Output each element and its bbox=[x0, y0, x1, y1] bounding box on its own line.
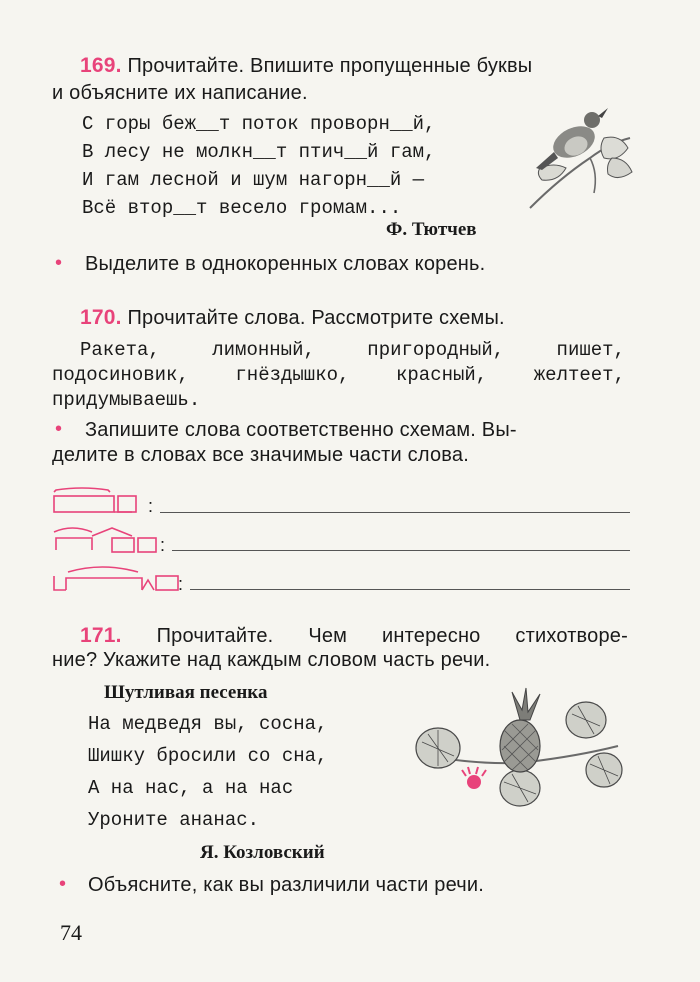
word: Ракета, bbox=[80, 339, 160, 361]
word: красный, bbox=[395, 364, 488, 386]
ex171-task-line2: ние? Укажите над каждым словом часть речи. bbox=[52, 649, 491, 671]
word: гнёздышко, bbox=[235, 364, 350, 386]
bullet-dot-icon: • bbox=[55, 418, 63, 440]
word: подосиновик, bbox=[52, 364, 189, 386]
ex170-task-line bbox=[80, 306, 505, 330]
ex171-poem-line: Шишку бросили со сна, bbox=[88, 745, 328, 767]
ex170-task-text: Прочитайте слова. Рассмотрите схемы. bbox=[127, 307, 505, 329]
ex171-bullet-text: Объясните, как вы различили части речи. bbox=[88, 874, 485, 896]
ex169-poem-line: Всё втор__т весело громам... bbox=[82, 197, 402, 219]
pineapple-illustration bbox=[408, 686, 638, 816]
scheme-colon: : bbox=[178, 574, 184, 594]
ex169-task-line2: и объясните их написание. bbox=[52, 82, 308, 104]
word: желтеет, bbox=[533, 364, 625, 386]
ex169-task-text: Прочитайте. Впишите пропущенные буквы bbox=[127, 55, 533, 77]
answer-line bbox=[190, 589, 630, 590]
ex169-poem-line: С горы беж__т поток проворн__й, bbox=[82, 113, 436, 135]
ex171-poem-line: На медведя вы, сосна, bbox=[88, 713, 328, 735]
ex171-poem-line: Уроните ананас. bbox=[88, 809, 260, 831]
ex171-poem-title: Шутливая песенка bbox=[104, 682, 268, 703]
ex170-bullet-line2: делите в словах все значимые части слова. bbox=[52, 444, 469, 466]
ex170-words-line1 bbox=[80, 339, 625, 361]
ex171-task-line1 bbox=[80, 624, 628, 648]
ex169-task-line1 bbox=[80, 54, 532, 78]
ex169-bullet-text: Выделите в однокоренных словах корень. bbox=[85, 253, 486, 275]
morpheme-scheme-3 bbox=[52, 560, 187, 592]
bullet-dot-icon: • bbox=[55, 252, 63, 274]
bullet-dot-icon: • bbox=[59, 873, 67, 895]
ex170-bullet-line1: Запишите слова соответственно схемам. Вы- bbox=[85, 419, 517, 441]
scheme-colon: : bbox=[148, 496, 154, 516]
ex171-poem-line: А на нас, а на нас bbox=[88, 777, 294, 799]
morpheme-scheme-1 bbox=[52, 486, 152, 514]
ex170-words-line3: придумываешь. bbox=[52, 389, 201, 411]
answer-line bbox=[160, 512, 630, 513]
ex170-words-line2 bbox=[52, 364, 625, 386]
ex171-task-text: Прочитайте. Чем интересно стихотворе- bbox=[156, 625, 628, 647]
ex169-poem-line: И гам лесной и шум нагорн__й — bbox=[82, 169, 425, 191]
word: лимонный, bbox=[212, 339, 315, 361]
page-number: 74 bbox=[60, 920, 82, 945]
ex171-number: 171. bbox=[80, 624, 122, 647]
bird-illustration bbox=[520, 98, 640, 216]
ex169-author: Ф. Тютчев bbox=[386, 219, 477, 240]
ex171-author: Я. Козловский bbox=[200, 842, 325, 863]
word: пишет, bbox=[556, 339, 625, 361]
word: пригородный, bbox=[367, 339, 505, 361]
ex169-number: 169. bbox=[80, 54, 122, 77]
ex169-poem-line: В лесу не молкн__т птич__й гам, bbox=[82, 141, 436, 163]
answer-line bbox=[172, 550, 630, 551]
scheme-colon: : bbox=[160, 535, 166, 555]
morpheme-scheme-2 bbox=[52, 522, 162, 554]
ex170-number: 170. bbox=[80, 306, 122, 329]
